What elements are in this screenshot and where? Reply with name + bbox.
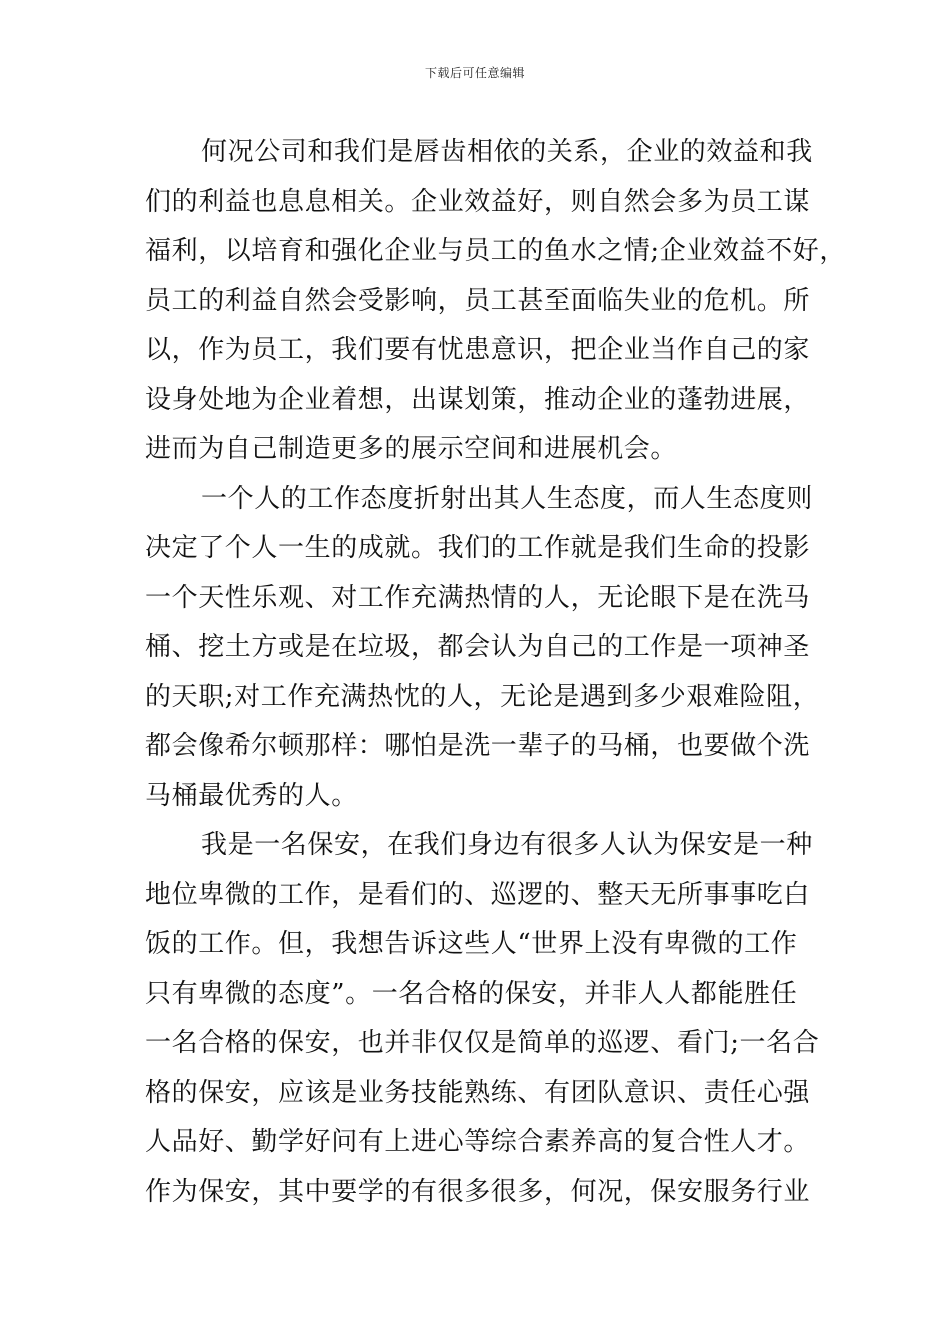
text-line: 以，作为员工，我们要有忧患意识，把企业当作自己的家 <box>145 335 811 365</box>
text-line: 一名合格的保安，也并非仅仅是简单的巡逻、看门;一名合 <box>145 1028 820 1058</box>
text-line: 一个人的工作态度折射出其人生态度，而人生态度则 <box>201 483 813 514</box>
text-line: 我是一名保安，在我们身边有很多人认为保安是一种 <box>201 830 813 860</box>
text-line: 设身处地为企业着想，出谋划策，推动企业的蓬勃进展， <box>145 384 811 415</box>
text-line: 一个天性乐观、对工作充满热情的人，无论眼下是在洗马 <box>145 582 811 613</box>
page-header: 下载后可任意编辑 <box>424 66 525 80</box>
text-line: 福利，以培育和强化企业与员工的鱼水之情;企业效益不好， <box>145 236 846 266</box>
text-line: 决定了个人一生的成就。我们的工作就是我们生命的投影 <box>145 533 811 563</box>
document-body <box>145 128 846 1217</box>
text-line: 格的保安，应该是业务技能熟练、有团队意识、责任心强 <box>145 1077 811 1108</box>
text-line: 地位卑微的工作，是看们的、巡逻的、整天无所事事吃白 <box>145 879 811 910</box>
text-line: 们的利益也息息相关。企业效益好，则自然会多为员工谋 <box>145 186 811 217</box>
text-line: 只有卑微的态度”。一名合格的保安，并非人人都能胜任 <box>145 978 798 1009</box>
text-line: 人品好、勤学好问有上进心等综合素养高的复合性人才。 <box>145 1127 811 1157</box>
text-line: 进而为自己制造更多的展示空间和进展机会。 <box>145 434 678 464</box>
text-line: 马桶最优秀的人。 <box>145 780 358 811</box>
text-line: 都会像希尔顿那样：哪怕是洗一辈子的马桶，也要做个洗 <box>145 731 811 761</box>
paragraph-2 <box>145 475 820 822</box>
text-line: 作为保安，其中要学的有很多很多，何况，保安服务行业 <box>145 1176 811 1207</box>
paragraph-3 <box>145 821 820 1217</box>
text-line: 桶、挖土方或是在垃圾，都会认为自己的工作是一项神圣 <box>145 632 811 662</box>
text-line: 员工的利益自然会受影响，员工甚至面临失业的危机。所 <box>145 285 811 316</box>
text-line: 的天职;对工作充满热忱的人，无论是遇到多少艰难险阻， <box>145 681 820 712</box>
text-line: 何况公司和我们是唇齿相依的关系，企业的效益和我 <box>201 137 813 167</box>
text-line: 饭的工作。但，我想告诉这些人“世界上没有卑微的工作 <box>145 929 798 959</box>
paragraph-1 <box>145 128 846 475</box>
